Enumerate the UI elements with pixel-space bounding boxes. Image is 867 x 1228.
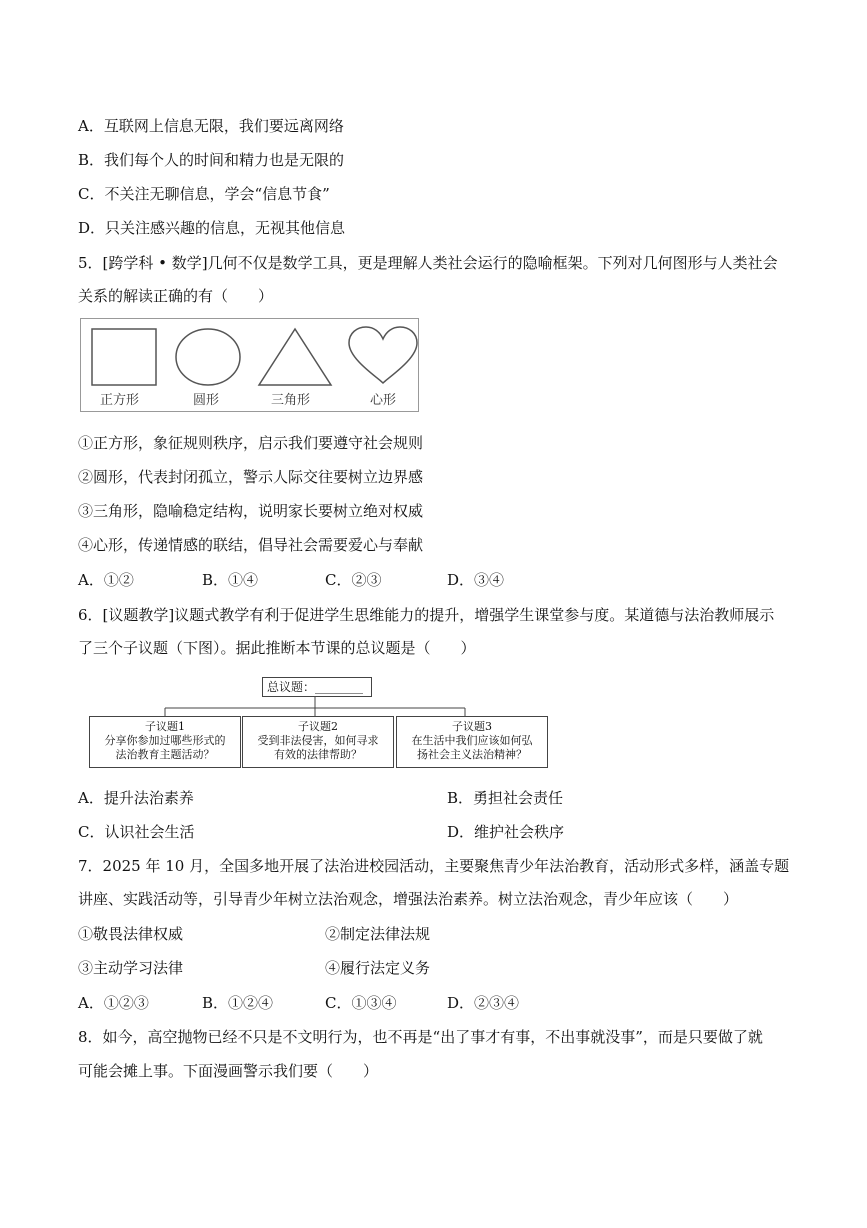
sub-topic-3-title: 子议题3 — [452, 720, 492, 733]
q6-option-a: A．提升法治素养 — [78, 789, 194, 807]
geometry-shapes-figure — [80, 318, 419, 412]
sub-topic-3-line2: 扬社会主义法治精神？ — [417, 748, 527, 761]
q7-statement-4: ④履行法定义务 — [325, 959, 431, 977]
main-topic-box — [262, 677, 372, 697]
shape-label-heart: 心形 — [370, 393, 397, 408]
q7-option-a: A．①②③ — [78, 994, 149, 1012]
q7-option-b: B．①②④ — [202, 994, 274, 1012]
q6-stem-line2: 了三个子议题（下图）。据此推断本节课的总议题是（ ） — [78, 639, 476, 657]
square-shape — [92, 329, 156, 385]
q4-option-c: C．不关注无聊信息，学会“信息节食” — [78, 185, 330, 203]
q5-statement-1: ①正方形，象征规则秩序，启示我们要遵守社会规则 — [78, 434, 424, 452]
q5-statement-2: ②圆形，代表封闭孤立，警示人际交往要树立边界感 — [78, 468, 424, 486]
shape-label-triangle: 三角形 — [271, 393, 311, 408]
q6-option-c: C．认识社会生活 — [78, 823, 195, 841]
q4-option-d: D．只关注感兴趣的信息，无视其他信息 — [78, 219, 346, 237]
sub-topic-2-box — [242, 716, 394, 768]
q6-option-b: B．勇担社会责任 — [447, 789, 564, 807]
q5-option-a: A．①② — [78, 571, 134, 589]
q5-statement-3: ③三角形，隐喻稳定结构，说明家长要树立绝对权威 — [78, 502, 424, 520]
sub-topic-2-line2: 有效的法律帮助？ — [274, 748, 362, 761]
q7-statement-3: ③主动学习法律 — [78, 959, 184, 977]
q7-statement-1: ①敬畏法律权威 — [78, 925, 184, 943]
q8-stem-line2: 可能会摊上事。下面漫画警示我们要（ ） — [78, 1062, 379, 1080]
q7-stem-line1: 7．2025 年 10 月，全国多地开展了法治进校园活动，主要聚焦青少年法治教育，活动形式多样，涵盖专题 — [78, 857, 790, 875]
triangle-shape — [259, 329, 331, 385]
q5-option-d: D．③④ — [447, 571, 505, 589]
q7-option-c: C．①③④ — [325, 994, 397, 1012]
q7-option-d: D．②③④ — [447, 994, 520, 1012]
q4-option-a: A．互联网上信息无限，我们要远离网络 — [78, 117, 344, 135]
sub-topic-1-box — [89, 716, 241, 768]
sub-topic-3-line1: 在生活中我们应该如何弘 — [411, 734, 533, 747]
q5-statement-4: ④心形，传递情感的联结，倡导社会需要爱心与奉献 — [78, 536, 424, 554]
main-topic-label: 总议题：________ — [267, 680, 364, 694]
sub-topic-1-title: 子议题1 — [145, 720, 185, 733]
q5-stem-line2: 关系的解读正确的有（ ） — [78, 287, 274, 305]
q5-option-b: B．①④ — [202, 571, 259, 589]
q6-stem-line1: 6．[议题教学]议题式教学有利于促进学生思维能力的提升，增强学生课堂参与度。某道德与法治教师展示 — [78, 606, 775, 624]
sub-topic-1-line1: 分享你参加过哪些形式的 — [104, 734, 226, 747]
q8-stem-line1: 8．如今，高空抛物已经不只是不文明行为，也不再是“出了事才有事，不出事就没事”，而是只要做了就 — [78, 1028, 763, 1046]
heart-shape — [349, 327, 417, 383]
sub-topic-1-line2: 法治教育主题活动？ — [115, 748, 215, 761]
q4-option-b: B．我们每个人的时间和精力也是无限的 — [78, 151, 345, 169]
sub-topic-2-line1: 受到非法侵害，如何寻求 — [257, 734, 379, 747]
q7-stem-line2: 讲座、实践活动等，引导青少年树立法治观念，增强法治素养。树立法治观念，青少年应该（ ） — [78, 890, 739, 908]
sub-topic-3-box — [396, 716, 548, 768]
q7-statement-2: ②制定法律法规 — [325, 925, 431, 943]
circle-shape — [176, 329, 240, 385]
q5-option-c: C．②③ — [325, 571, 382, 589]
sub-topic-2-title: 子议题2 — [298, 720, 338, 733]
q6-option-d: D．维护社会秩序 — [447, 823, 565, 841]
shape-label-square: 正方形 — [100, 393, 140, 408]
shape-label-circle: 圆形 — [193, 393, 220, 408]
q5-stem-line1: 5．[跨学科 • 数学]几何不仅是数学工具，更是理解人类社会运行的隐喻框架。下列对几何图形与人类社会 — [78, 254, 778, 272]
